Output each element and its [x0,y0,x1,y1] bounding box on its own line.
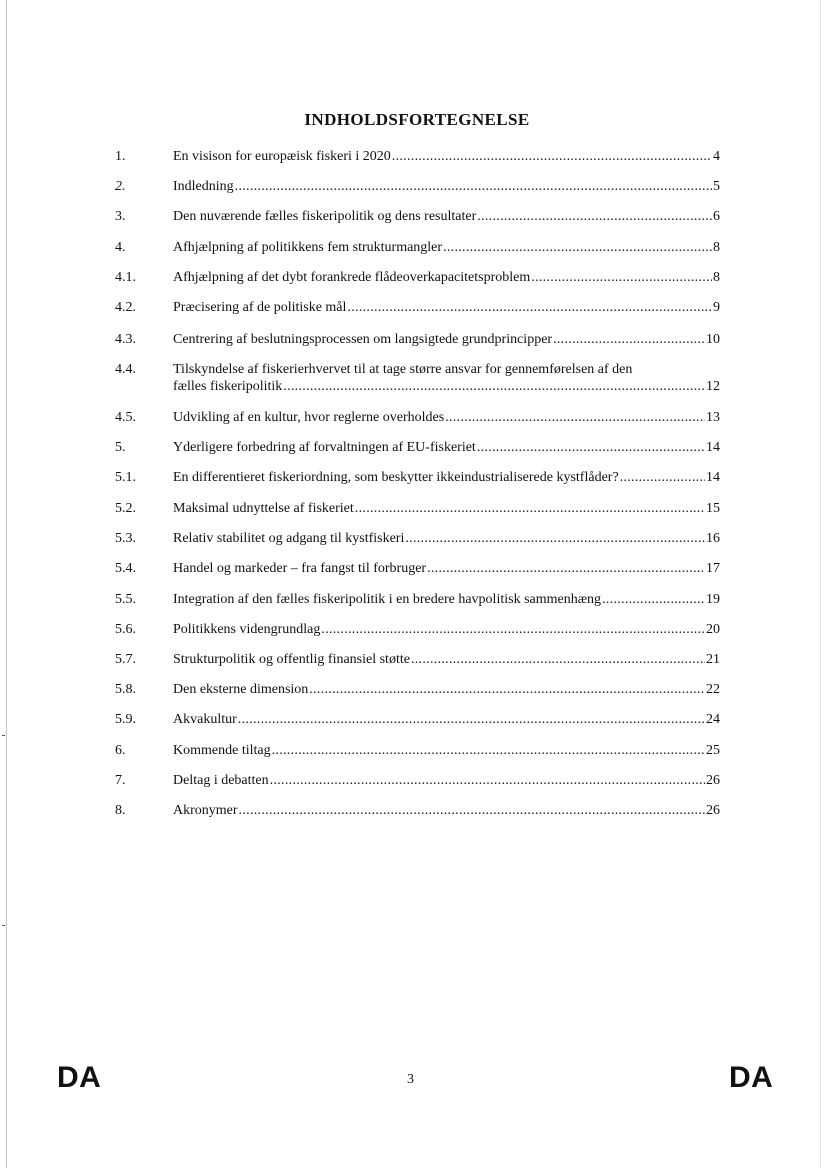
toc-entry-line [173,409,720,426]
toc-entry-text: Maksimal udnyttelse af fiskeriet [173,501,354,516]
toc-entry [115,530,720,547]
toc-entry-body [173,148,720,165]
toc-entry-number: 5.5. [115,592,136,607]
toc-entry [115,269,720,286]
toc-entry [115,148,720,165]
toc-entry-page: 22 [706,682,720,697]
toc-entry-line [173,469,720,486]
toc-entry-text: Akronymer [173,803,238,818]
toc-entry-number: 4.5. [115,410,136,425]
scan-mark [2,925,5,926]
toc-entry-page: 20 [706,622,720,637]
toc-entry [115,591,720,608]
toc-entry-number: 5.3. [115,531,136,546]
toc-leader-dots [553,331,705,348]
toc-entry-page: 14 [706,470,720,485]
toc-leader-dots [235,178,712,195]
toc-entry-line [173,711,720,728]
page-number: 3 [407,1072,414,1087]
toc-entry [115,208,720,225]
toc-entry-number: 5.7. [115,652,136,667]
toc-leader-dots [427,560,705,577]
toc-entry-body [173,591,720,608]
toc-leader-dots [272,742,705,759]
toc-entry [115,239,720,256]
toc-leader-dots [443,239,712,256]
toc-entry [115,299,720,316]
toc-entry-number: 5.4. [115,561,136,576]
scan-mark [2,735,5,736]
toc-leader-dots [405,530,705,547]
language-code-right: DA [729,1061,774,1094]
toc-entry-page: 14 [706,440,720,455]
toc-entry-text: Strukturpolitik og offentlig finansiel støtte [173,652,410,667]
toc-entry-number: 5.1. [115,470,136,485]
language-code-left: DA [57,1061,102,1094]
toc-entry-number: 2. [115,179,126,194]
toc-entry-body [173,208,720,225]
toc-entry-body [173,439,720,456]
toc-entry-line [173,772,720,789]
toc-entry-body [173,299,720,316]
toc-entry [115,361,720,395]
toc-entry [115,469,720,486]
toc-entry-body [173,239,720,256]
toc-entry-page: 17 [706,561,720,576]
toc-entry-body [173,500,720,517]
toc-entry-line [173,378,720,395]
page-title: INDHOLDSFORTEGNELSE [304,110,530,129]
toc-leader-dots [321,621,705,638]
toc-entry-text: Kommende tiltag [173,743,271,758]
toc-entry-page: 25 [706,743,720,758]
toc-entry-text: Yderligere forbedring af forvaltningen af EU-fiskeriet [173,440,476,455]
toc-leader-dots [347,299,712,316]
toc-entry-number: 5.2. [115,501,136,516]
toc-entry-page: 13 [706,410,720,425]
toc-entry-line [173,148,720,165]
toc-entry-body [173,742,720,759]
toc-leader-dots [270,772,705,789]
toc-entry [115,802,720,819]
toc-entry [115,331,720,348]
toc-entry-page: 15 [706,501,720,516]
toc-entry-body [173,802,720,819]
toc-entry-page: 5 [713,179,720,194]
toc-entry-text-line1: Tilskyndelse af fiskerierhvervet til at tage større ansvar for gennemførelsen af den [173,362,633,377]
toc-entry-body [173,681,720,698]
toc-entry-text: Akvakultur [173,712,237,727]
toc-entry-text: Centrering af beslutningsprocessen om langsigtede grundprincipper [173,332,553,347]
toc-entry-body [173,469,720,486]
toc-entry-body [173,772,720,789]
toc-entry-text: En differentieret fiskeriordning, som beskytter ikkeindustrialiserede kystflåder? [173,470,619,485]
toc-entry-body [173,651,720,668]
toc-entry-line [173,802,720,819]
toc-entry-line [173,269,720,286]
toc-entry-text: En visison for europæisk fiskeri i 2020 [173,149,391,164]
toc-entry-number: 8. [115,803,126,818]
toc-entry [115,178,720,195]
toc-leader-dots [239,802,705,819]
toc-leader-dots [620,469,705,486]
toc-entry-line [173,681,720,698]
toc-entry-line [173,560,720,577]
toc-entry-text: Indledning [173,179,234,194]
toc-entry-line [173,621,720,638]
toc-entry-number: 4.4. [115,362,136,377]
toc-entry-page: 8 [713,270,720,285]
toc-entry-body [173,269,720,286]
toc-entry-line [173,299,720,316]
toc-entry-line [173,651,720,668]
toc-entry [115,681,720,698]
toc-entry [115,500,720,517]
toc-entry-text: Deltag i debatten [173,773,269,788]
toc-entry-body [173,711,720,728]
toc-leader-dots [392,148,712,165]
toc-entry [115,560,720,577]
toc-entry-number: 4.1. [115,270,136,285]
toc-entry-text: Politikkens videngrundlag [173,622,321,637]
toc-entry-line [173,208,720,225]
toc-entry-text: Afhjælpning af politikkens fem strukturmangler [173,240,443,255]
toc-entry-text: Afhjælpning af det dybt forankrede flådeoverkapacitetsproblem [173,270,531,285]
toc-entry-line [173,742,720,759]
toc-entry-page: 21 [706,652,720,667]
toc-entry-text: Den eksterne dimension [173,682,309,697]
toc-entry [115,772,720,789]
toc-entry-page: 10 [706,332,720,347]
toc-leader-dots [309,681,705,698]
toc-leader-dots [238,711,705,728]
toc-leader-dots [531,269,712,286]
toc-entry-number: 4.2. [115,300,136,315]
toc-entry-number: 4. [115,240,126,255]
toc-leader-dots [355,500,705,517]
scan-edge-right [820,0,821,1168]
toc-entry-text: Relativ stabilitet og adgang til kystfiskeri [173,531,405,546]
toc-leader-dots [411,651,705,668]
toc-entry-number: 5.6. [115,622,136,637]
toc-entry-body [173,409,720,426]
toc-leader-dots [602,591,705,608]
toc-entry-page: 9 [713,300,720,315]
toc-entry-page: 24 [706,712,720,727]
toc-entry-text: Handel og markeder – fra fangst til forbruger [173,561,427,576]
toc-entry-page: 12 [706,379,720,394]
toc-entry-number: 3. [115,209,126,224]
toc-entry-number: 5.9. [115,712,136,727]
toc-entry-body [173,560,720,577]
toc-entry [115,742,720,759]
toc-entry-line [173,178,720,195]
toc-entry [115,651,720,668]
toc-entry-line [173,500,720,517]
toc-entry-number: 5. [115,440,126,455]
toc-entry-text: Udvikling af en kultur, hvor reglerne overholdes [173,410,445,425]
toc-entry-body [173,178,720,195]
toc-entry-line [173,591,720,608]
toc-leader-dots [283,378,705,395]
toc-leader-dots [477,439,705,456]
scan-edge-left [6,0,7,1168]
toc-entry-line [173,530,720,547]
toc-entry [115,409,720,426]
toc-entry-page: 6 [713,209,720,224]
toc-entry-page: 8 [713,240,720,255]
toc-entry-body [173,530,720,547]
toc-entry-number: 4.3. [115,332,136,347]
toc-entry-line [173,239,720,256]
toc-entry-text: Integration af den fælles fiskeripolitik i en bredere havpolitisk sammenhæng [173,592,602,607]
toc-entry-text: Den nuværende fælles fiskeripolitik og dens resultater [173,209,477,224]
toc-entry [115,711,720,728]
toc-entry-page: 26 [706,773,720,788]
toc-entry-text: fælles fiskeripolitik [173,379,283,394]
toc-leader-dots [477,208,712,225]
toc-entry-number: 1. [115,149,126,164]
toc-entry-body [173,621,720,638]
toc-entry-number: 7. [115,773,126,788]
toc-entry-page: 16 [706,531,720,546]
toc-entry-text: Præcisering af de politiske mål [173,300,347,315]
toc-entry [115,439,720,456]
toc-entry-number: 5.8. [115,682,136,697]
toc-entry-body [173,361,720,395]
toc-entry-page: 19 [706,592,720,607]
toc-entry-number: 6. [115,743,126,758]
toc-entry-line [173,331,720,348]
toc-entry-body [173,331,720,348]
toc-entry [115,621,720,638]
toc-entry-page: 26 [706,803,720,818]
toc-leader-dots [445,409,705,426]
toc-entry-page: 4 [713,149,720,164]
toc-entry-line [173,439,720,456]
